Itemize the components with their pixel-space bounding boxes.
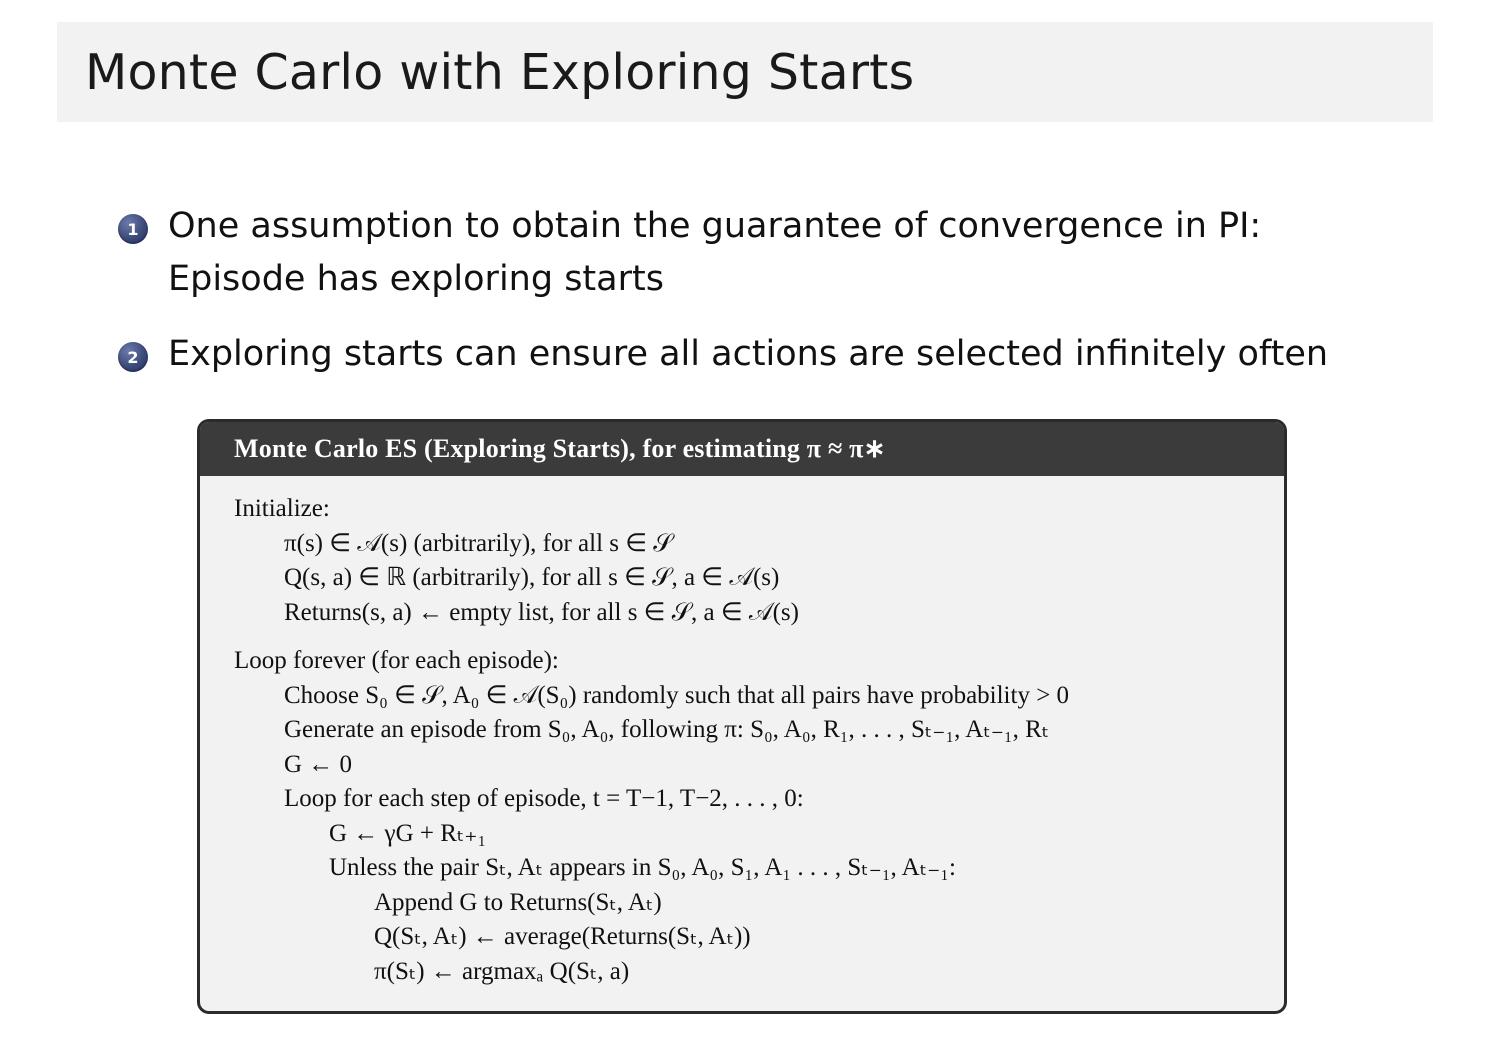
bullet-text-2: Exploring starts can ensure all actions are selected infinitely often <box>168 334 1329 375</box>
algorithm-line: G ← 0 <box>284 750 353 778</box>
algorithm-line: π(Sₜ) ← argmaxₐ Q(Sₜ, a) <box>374 957 630 985</box>
algorithm-line: Q(s, a) ∈ ℝ (arbitrarily), for all s ∈ 𝒮, a ∈ 𝒜(s) <box>284 564 780 591</box>
algorithm-line: Q(Sₜ, Aₜ) ← average(Returns(Sₜ, Aₜ)) <box>374 923 751 950</box>
algorithm-line: Loop forever (for each episode): <box>234 647 559 674</box>
algorithm-line: Initialize: <box>234 495 330 522</box>
algorithm-line: Choose S₀ ∈ 𝒮, A₀ ∈ 𝒜(S₀) randomly such that all pairs have probability > 0 <box>284 681 1070 709</box>
list-item <box>118 328 1408 381</box>
list-item <box>118 200 1408 306</box>
algorithm-body <box>200 476 1284 1011</box>
algorithm-line: G ← γG + Rₜ₊₁ <box>329 819 487 847</box>
bullet-list <box>118 200 1408 404</box>
algorithm-title: Monte Carlo ES (Exploring Starts), for estimating π ≈ π∗ <box>200 422 1284 476</box>
algorithm-spacer <box>234 630 1264 644</box>
algorithm-line: Loop for each step of episode, t = T−1, T−2, . . . , 0: <box>284 785 804 812</box>
title-banner <box>57 22 1433 122</box>
algorithm-line: Append G to Returns(Sₜ, Aₜ) <box>374 888 662 916</box>
algorithm-line: Returns(s, a) ← empty list, for all s ∈ 𝒮, a ∈ 𝒜(s) <box>284 598 799 626</box>
algorithm-box <box>197 419 1287 1014</box>
algorithm-line: Unless the pair Sₜ, Aₜ appears in S₀, A₀, S₁, A₁ . . . , Sₜ₋₁, Aₜ₋₁: <box>329 854 956 881</box>
page-title: Monte Carlo with Exploring Starts <box>85 43 915 101</box>
algorithm-line: π(s) ∈ 𝒜(s) (arbitrarily), for all s ∈ 𝒮 <box>284 529 673 557</box>
bullet-text-1: One assumption to obtain the guarantee of convergence in PI: Episode has exploring starts <box>168 206 1262 300</box>
algorithm-line: Generate an episode from S₀, A₀, following π: S₀, A₀, R₁, . . . , Sₜ₋₁, Aₜ₋₁, Rₜ <box>284 716 1050 743</box>
bullet-marker-1: 1 <box>118 214 148 244</box>
bullet-marker-2: 2 <box>118 342 148 372</box>
